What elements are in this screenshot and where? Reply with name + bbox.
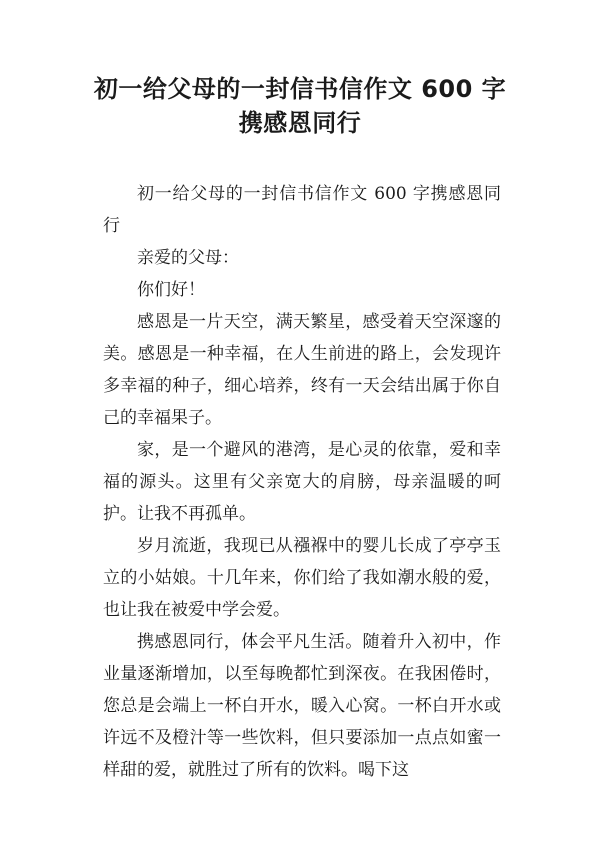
document-body bbox=[103, 178, 501, 786]
document-title bbox=[60, 72, 540, 140]
paragraph-home: 家，是一个避风的港湾，是心灵的依靠，爱和幸福的源头。这里有父亲宽大的肩膀，母亲温暖的呵护。让我不再孤单。 bbox=[103, 440, 501, 524]
paragraph-salutation: 亲爱的父母： bbox=[137, 248, 239, 268]
title-line-1: 初一给父母的一封信书信作文 600 字 bbox=[93, 75, 507, 103]
paragraph-subtitle: 初一给父母的一封信书信作文 600 字携感恩同行 bbox=[103, 184, 501, 236]
paragraph-gratitude: 感恩是一片天空，满天繁星，感受着天空深邃的美。感恩是一种幸福，在人生前进的路上，会发现许多幸福的种子，细心培养，终有一天会结出属于你自己的幸福果子。 bbox=[103, 312, 501, 428]
paragraph-junior-high: 携感恩同行，体会平凡生活。随着升入初中，作业量逐渐增加，以至每晚都忙到深夜。在我困倦时，您总是会端上一杯白开水，暖入心窝。一杯白开水或许远不及橙汁等一些饮料，但只要添加一点点如蜜一样甜的爱，就胜过了所有的饮料。喝下这 bbox=[103, 632, 501, 780]
paragraph-years: 岁月流逝，我现已从襁褓中的婴儿长成了亭亭玉立的小姑娘。十几年来，你们给了我如潮水般的爱，也让我在被爱中学会爱。 bbox=[103, 536, 501, 620]
paragraph-greeting: 你们好！ bbox=[137, 280, 205, 300]
title-line-2: 携感恩同行 bbox=[238, 109, 362, 137]
